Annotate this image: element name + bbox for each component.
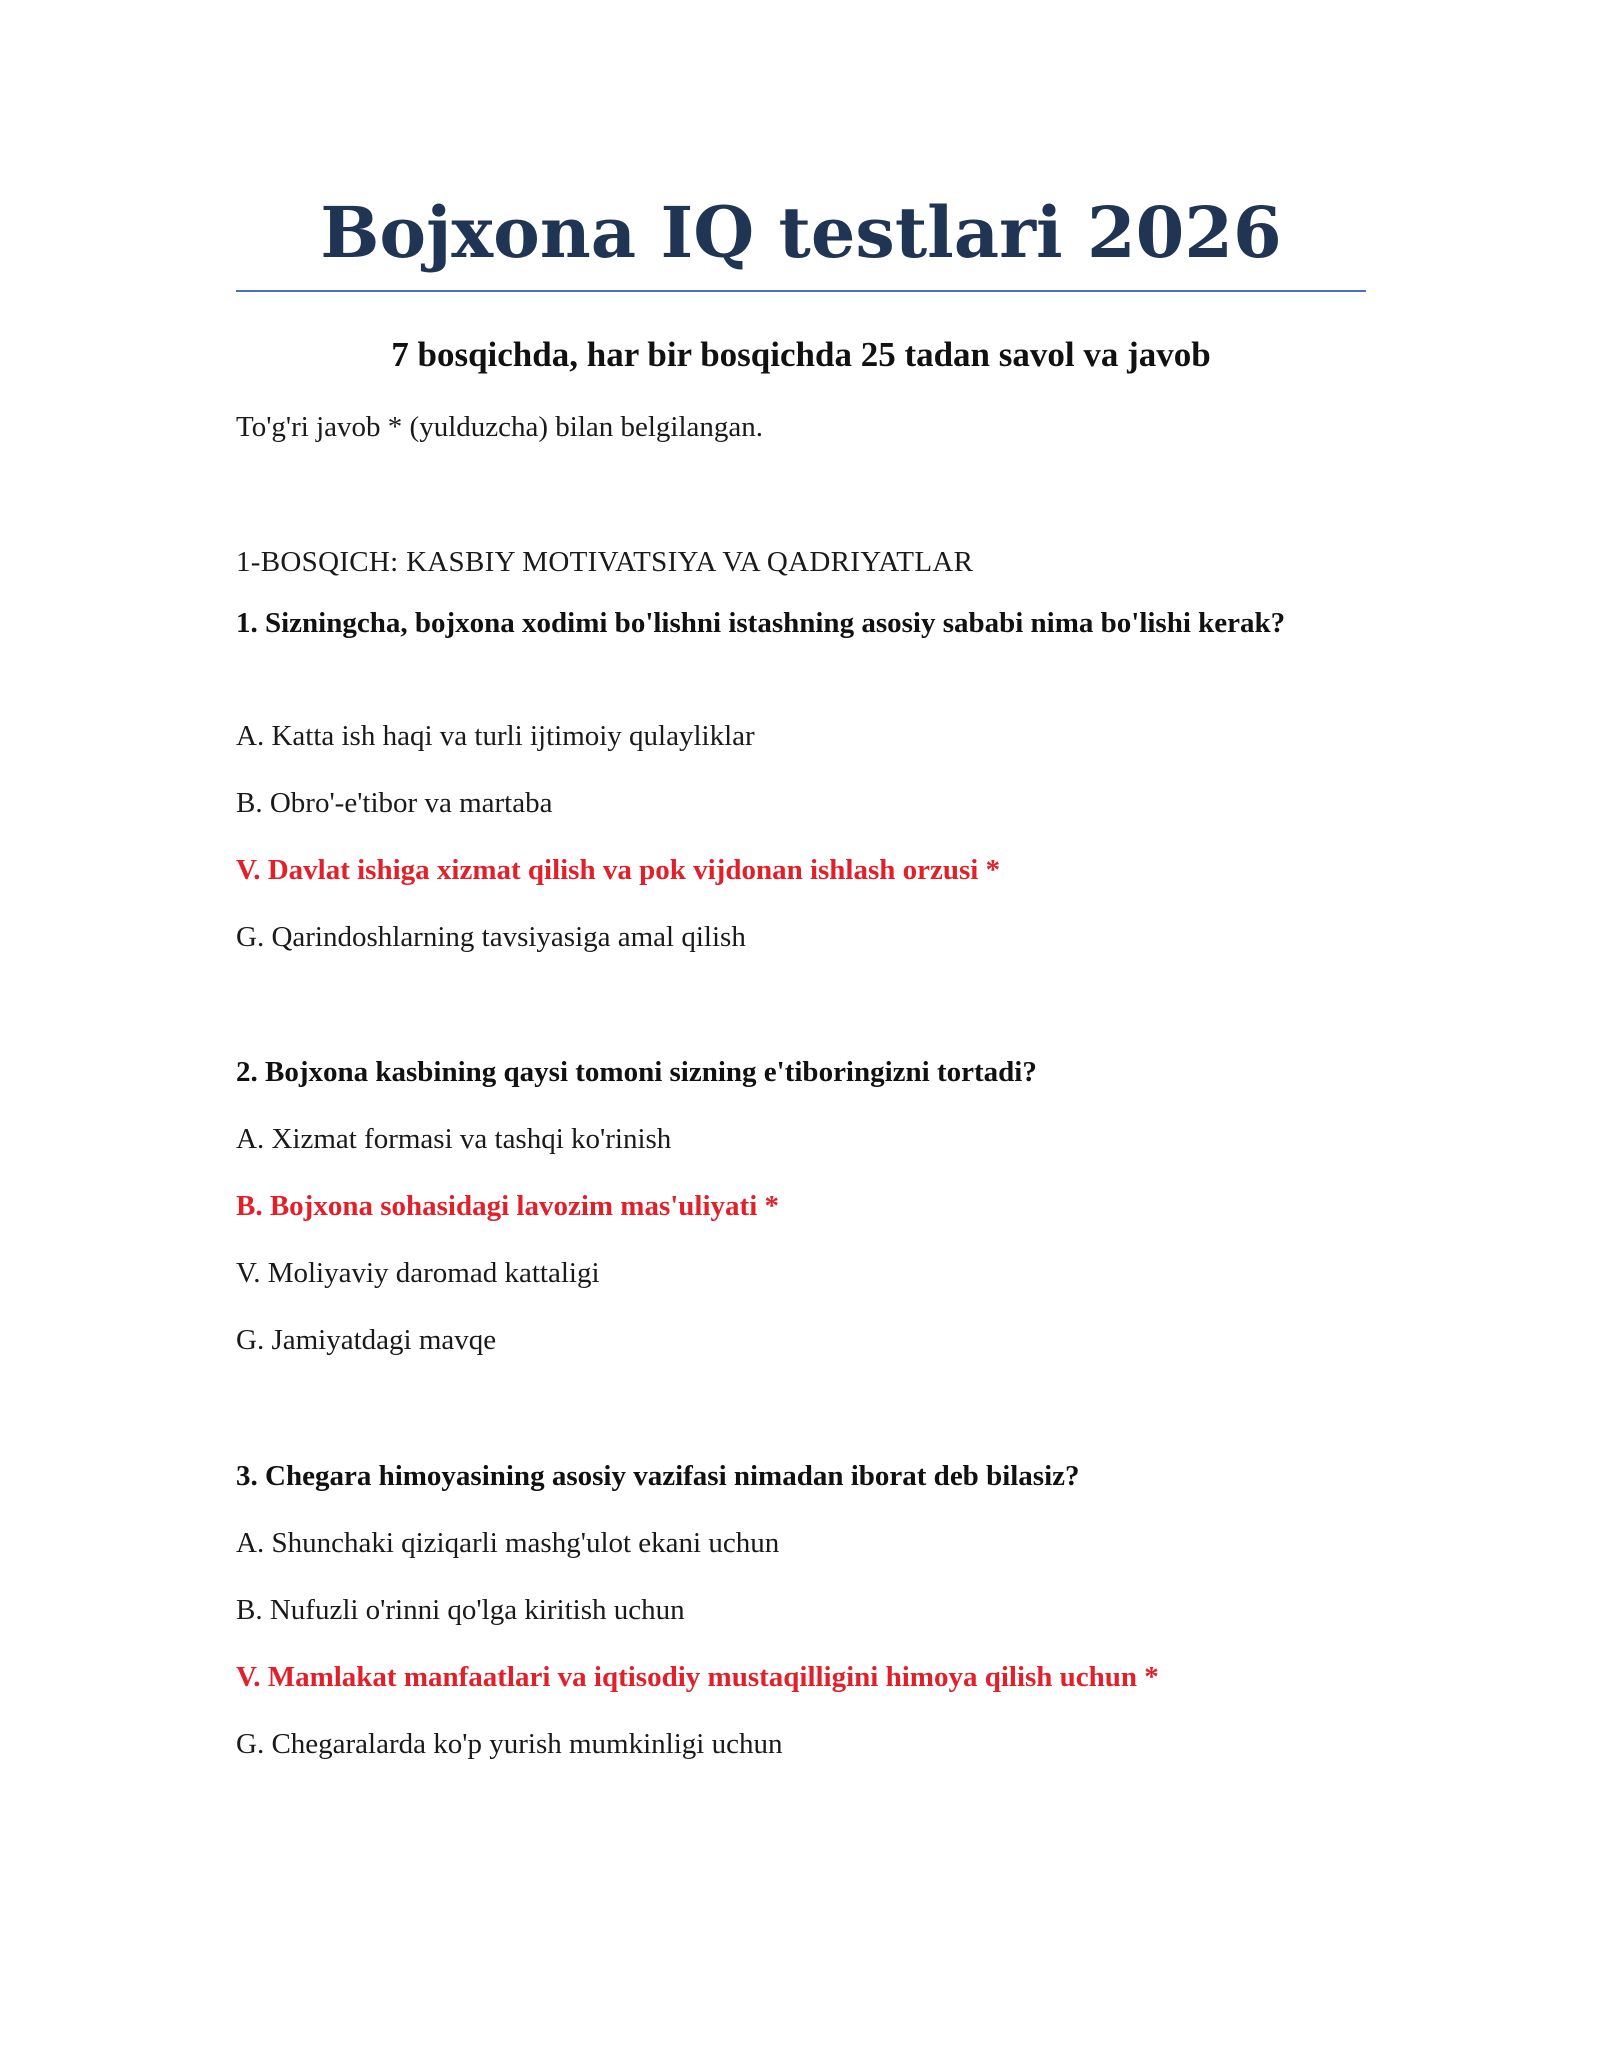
correct-answer-option: B. Bojxona sohasidagi lavozim mas'uliyati * xyxy=(236,1190,780,1222)
answer-option: B. Obro'-e'tibor va martaba xyxy=(236,787,553,819)
answer-option: B. Nufuzli o'rinni qo'lga kiritish uchun xyxy=(236,1594,685,1626)
answer-option: G. Qarindoshlarning tavsiyasiga amal qilish xyxy=(236,921,746,953)
answer-option: A. Xizmat formasi va tashqi ko'rinish xyxy=(236,1123,672,1155)
question-block-3 xyxy=(236,1455,1366,1775)
correct-answer-option: V. Davlat ishiga xizmat qilish va pok vijdonan ishlash orzusi * xyxy=(236,854,1001,886)
answer-option: V. Moliyaviy daromad kattaligi xyxy=(236,1257,600,1289)
question-text: 3. Chegara himoyasining asosiy vazifasi nimadan iborat deb bilasiz? xyxy=(236,1460,1080,1492)
answer-option: G. Jamiyatdagi mavqe xyxy=(236,1324,497,1356)
question-text: 1. Sizningcha, bojxona xodimi bo'lishni istashning asosiy sababi nima bo'lishi kerak? xyxy=(236,607,1286,639)
title-divider xyxy=(236,290,1366,292)
section-heading: 1-BOSQICH: KASBIY MOTIVATSIYA VA QADRIYATLAR xyxy=(236,546,974,578)
document-title: Bojxona IQ testlari 2026 xyxy=(320,191,1282,274)
question-text: 2. Bojxona kasbining qaysi tomoni sizning e'tiboringizni tortadi? xyxy=(236,1056,1037,1088)
answer-option: G. Chegaralarda ko'p yurish mumkinligi uchun xyxy=(236,1728,783,1760)
answer-option: A. Shunchaki qiziqarli mashg'ulot ekani uchun xyxy=(236,1527,780,1559)
question-block-2 xyxy=(236,1051,1366,1371)
document-subtitle: 7 bosqichda, har bir bosqichda 25 tadan savol va javob xyxy=(391,335,1211,374)
correct-answer-option: V. Mamlakat manfaatlari va iqtisodiy mustaqilligini himoya qilish uchun * xyxy=(236,1661,1159,1693)
answer-key-note: To'g'ri javob * (yulduzcha) bilan belgilangan. xyxy=(236,411,764,443)
answer-option: A. Katta ish haqi va turli ijtimoiy qulayliklar xyxy=(236,720,755,752)
question-block-1 xyxy=(236,602,1366,962)
